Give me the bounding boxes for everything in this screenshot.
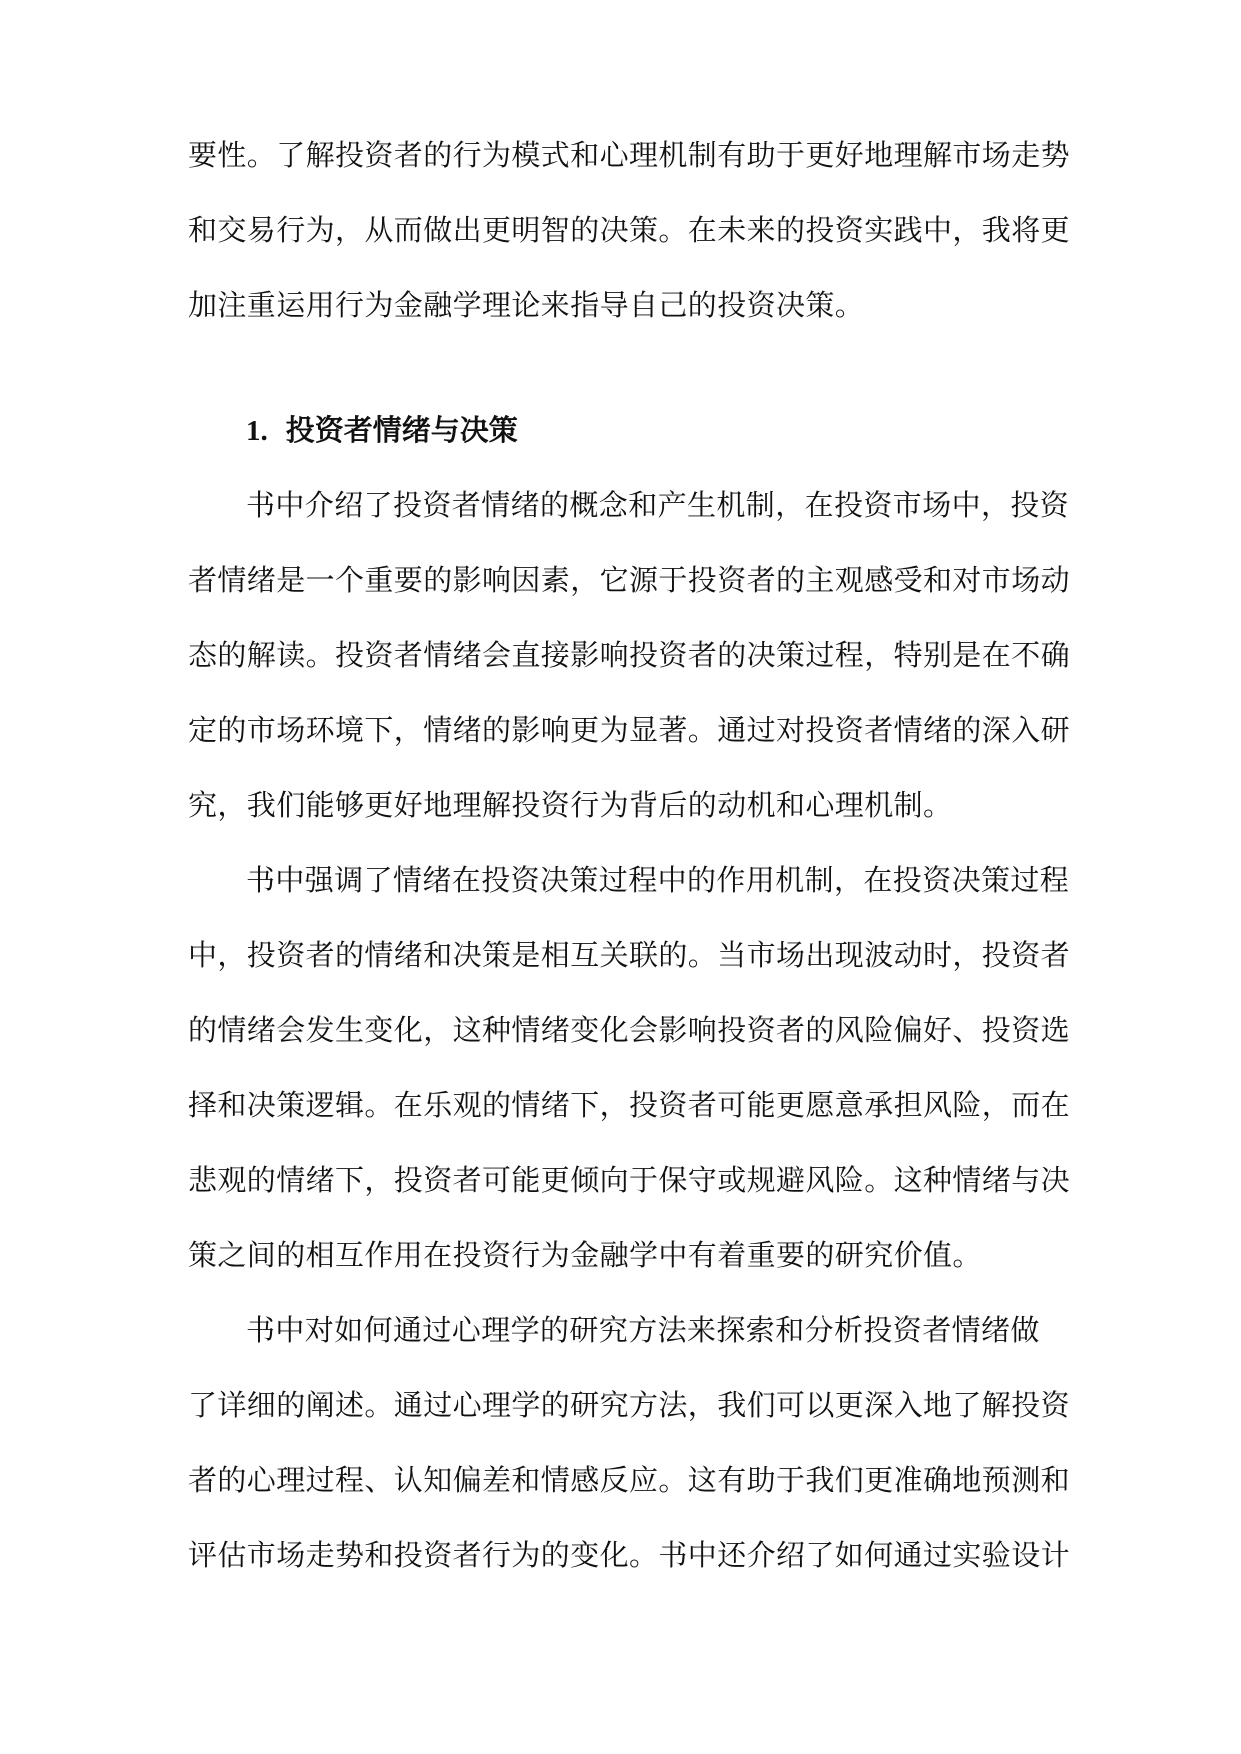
section-number: 1. xyxy=(246,415,268,447)
paragraph1-line-2: 者情绪是一个重要的影响因素，它源于投资者的主观感受和对市场动 xyxy=(188,563,1071,597)
paragraph3-line-2: 了详细的阐述。通过心理学的研究方法，我们可以更深入地了解投资 xyxy=(188,1388,1071,1422)
paragraph2-line-5: 悲观的情绪下，投资者可能更倾向于保守或规避风险。这种情绪与决 xyxy=(188,1163,1071,1197)
paragraph1-line-3: 态的解读。投资者情绪会直接影响投资者的决策过程，特别是在不确 xyxy=(188,638,1071,672)
paragraph3-line-3: 者的心理过程、认知偏差和情感反应。这有助于我们更准确地预测和 xyxy=(188,1463,1071,1497)
intro-line-3: 加注重运用行为金融学理论来指导自己的投资决策。 xyxy=(188,288,865,322)
paragraph2-line-6: 策之间的相互作用在投资行为金融学中有着重要的研究价值。 xyxy=(188,1238,982,1272)
paragraph2-line-2: 中，投资者的情绪和决策是相互关联的。当市场出现波动时，投资者 xyxy=(188,938,1071,972)
paragraph1-line-1: 书中介绍了投资者情绪的概念和产生机制，在投资市场中，投资 xyxy=(246,488,1070,522)
intro-line-2: 和交易行为，从而做出更明智的决策。在未来的投资实践中，我将更 xyxy=(188,213,1071,247)
paragraph2-line-4: 择和决策逻辑。在乐观的情绪下，投资者可能更愿意承担风险，而在 xyxy=(188,1088,1071,1122)
paragraph3-line-1: 书中对如何通过心理学的研究方法来探索和分析投资者情绪做 xyxy=(246,1313,1040,1347)
paragraph1-line-4: 定的市场环境下，情绪的影响更为显著。通过对投资者情绪的深入研 xyxy=(188,713,1071,747)
paragraph3-line-4: 评估市场走势和投资者行为的变化。书中还介绍了如何通过实验设计 xyxy=(188,1538,1071,1572)
section-title: 投资者情绪与决策 xyxy=(285,413,518,447)
section-heading xyxy=(246,410,518,451)
paragraph2-line-3: 的情绪会发生变化，这种情绪变化会影响投资者的风险偏好、投资选 xyxy=(188,1013,1071,1047)
paragraph2-line-1: 书中强调了情绪在投资决策过程中的作用机制，在投资决策过程 xyxy=(246,863,1070,897)
paragraph1-line-5: 究，我们能够更好地理解投资行为背后的动机和心理机制。 xyxy=(188,788,953,822)
intro-line-1: 要性。了解投资者的行为模式和心理机制有助于更好地理解市场走势 xyxy=(188,138,1071,172)
